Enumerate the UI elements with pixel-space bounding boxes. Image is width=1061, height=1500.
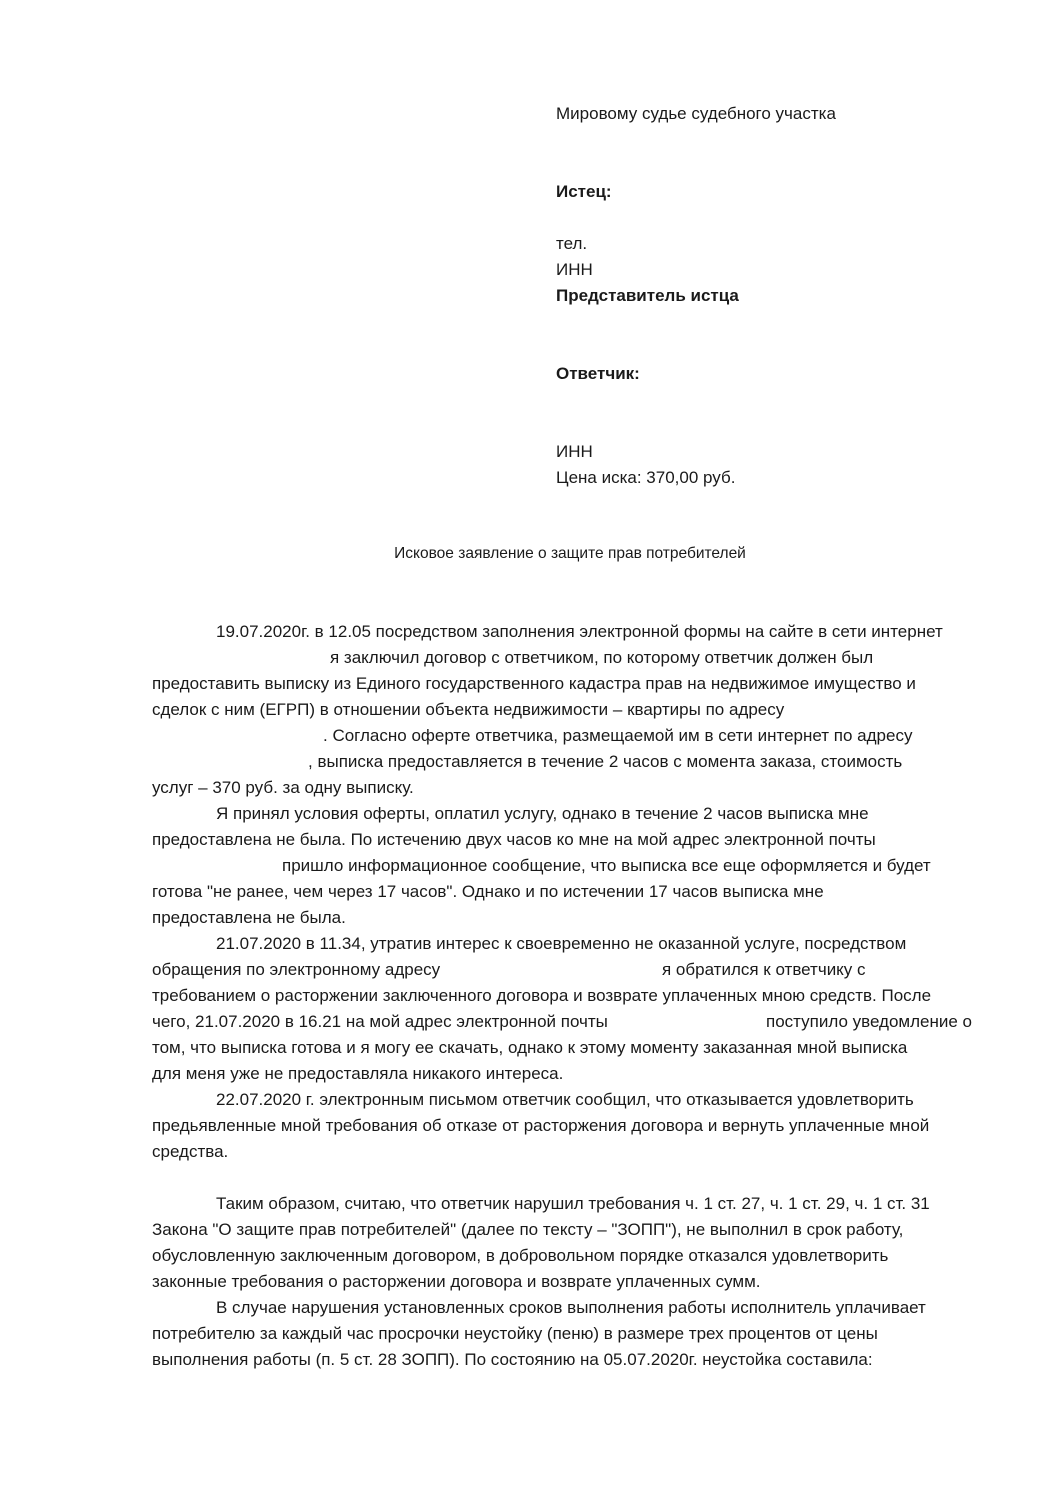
p1-line3	[152, 671, 982, 697]
p3-line2a: обращения по электронному адресу	[152, 960, 441, 979]
p5-line3: обусловленную заключенным договором, в добровольном порядке отказался удовлетворить	[152, 1246, 889, 1265]
p1-line5: . Согласно оферте ответчика, размещаемой им в сети интернет по адресу	[323, 726, 913, 745]
p3-line3-text: требованием о расторжении заключенного договора и возврате уплаченных мною средств. После	[152, 986, 932, 1005]
plaintiff-inn-label: ИНН	[556, 260, 593, 279]
p1-line3-text: предоставить выписку из Единого государственного кадастра прав на недвижимое имущество и	[152, 674, 916, 693]
p1-line1: 19.07.2020г. в 12.05 посредством заполнения электронной формы на сайте в сети интернет	[216, 622, 943, 641]
p6-line3: выполнения работы (п. 5 ст. 28 ЗОПП). По состоянию на 05.07.2020г. неустойка составила:	[152, 1350, 873, 1369]
defendant-label: Ответчик:	[556, 364, 640, 383]
p1-line7: услуг – 370 руб. за одну выписку.	[152, 778, 414, 797]
p6-line2: потребителю за каждый час просрочки неустойку (пеню) в размере трех процентов от цены	[152, 1324, 878, 1343]
p2-line5: предоставлена не была.	[152, 908, 346, 927]
p3-line5	[152, 1035, 982, 1061]
p3-line5-text: том, что выписка готова и я могу ее скачать, однако к этому моменту заказанная мной выписка	[152, 1038, 908, 1057]
p2-line4: готова "не ранее, чем через 17 часов". Однако и по истечении 17 часов выписка мне	[152, 882, 824, 901]
p3-line3	[152, 983, 982, 1009]
representative-label: Представитель истца	[556, 286, 739, 305]
defendant-inn-label: ИНН	[556, 442, 593, 461]
p4-line1: 22.07.2020 г. электронным письмом ответчик сообщил, что отказывается удовлетворить	[216, 1090, 914, 1109]
p3-line6: для меня уже не предоставляла никакого интереса.	[152, 1064, 564, 1083]
p2-line1: Я принял условия оферты, оплатил услугу, однако в течение 2 часов выписка мне	[216, 804, 869, 823]
p3-line4b: поступило уведомление о	[766, 1012, 973, 1031]
phone-label: тел.	[556, 234, 588, 253]
document-title: Исковое заявление о защите прав потребителей	[394, 545, 746, 562]
p4-line3: средства.	[152, 1142, 229, 1161]
p4-line2-text: предьявленные мной требования об отказе от расторжения договора и вернуть уплаченные мной	[152, 1116, 930, 1135]
p3-line2b: я обратился к ответчику с	[662, 960, 866, 979]
claim-price: Цена иска: 370,00 руб.	[556, 468, 736, 487]
p4-line2	[152, 1113, 982, 1139]
p1-line6: , выписка предоставляется в течение 2 часов с момента заказа, стоимость	[308, 752, 903, 771]
p2-line3: пришло информационное сообщение, что выписка все еще оформляется и будет	[282, 856, 931, 875]
p1-line4: сделок с ним (ЕГРП) в отношении объекта недвижимости – квартиры по адресу	[152, 700, 785, 719]
p3-line4a: чего, 21.07.2020 в 16.21 на мой адрес электронной почты	[152, 1012, 608, 1031]
p2-line2: предоставлена не была. По истечению двух часов ко мне на мой адрес электронной почты	[152, 830, 876, 849]
p1-line2: я заключил договор с ответчиком, по которому ответчик должен был	[330, 648, 874, 667]
plaintiff-label: Истец:	[556, 182, 612, 201]
p6-line1: В случае нарушения установленных сроков выполнения работы исполнитель уплачивает	[216, 1298, 926, 1317]
p3-line1: 21.07.2020 в 11.34, утратив интерес к своевременно не оказанной услуге, посредством	[216, 934, 907, 953]
p5-line2: Закона "О защите прав потребителей" (далее по тексту – "ЗОПП"), не выполнил в срок работу,	[152, 1220, 904, 1239]
p5-line4: законные требования о расторжении договора и возврате уплаченных сумм.	[152, 1272, 761, 1291]
p5-line1: Таким образом, считаю, что ответчик нарушил требования ч. 1 ст. 27, ч. 1 ст. 29, ч. 1 ст. 31	[216, 1194, 930, 1213]
addressee: Мировому судье судебного участка	[556, 104, 836, 123]
